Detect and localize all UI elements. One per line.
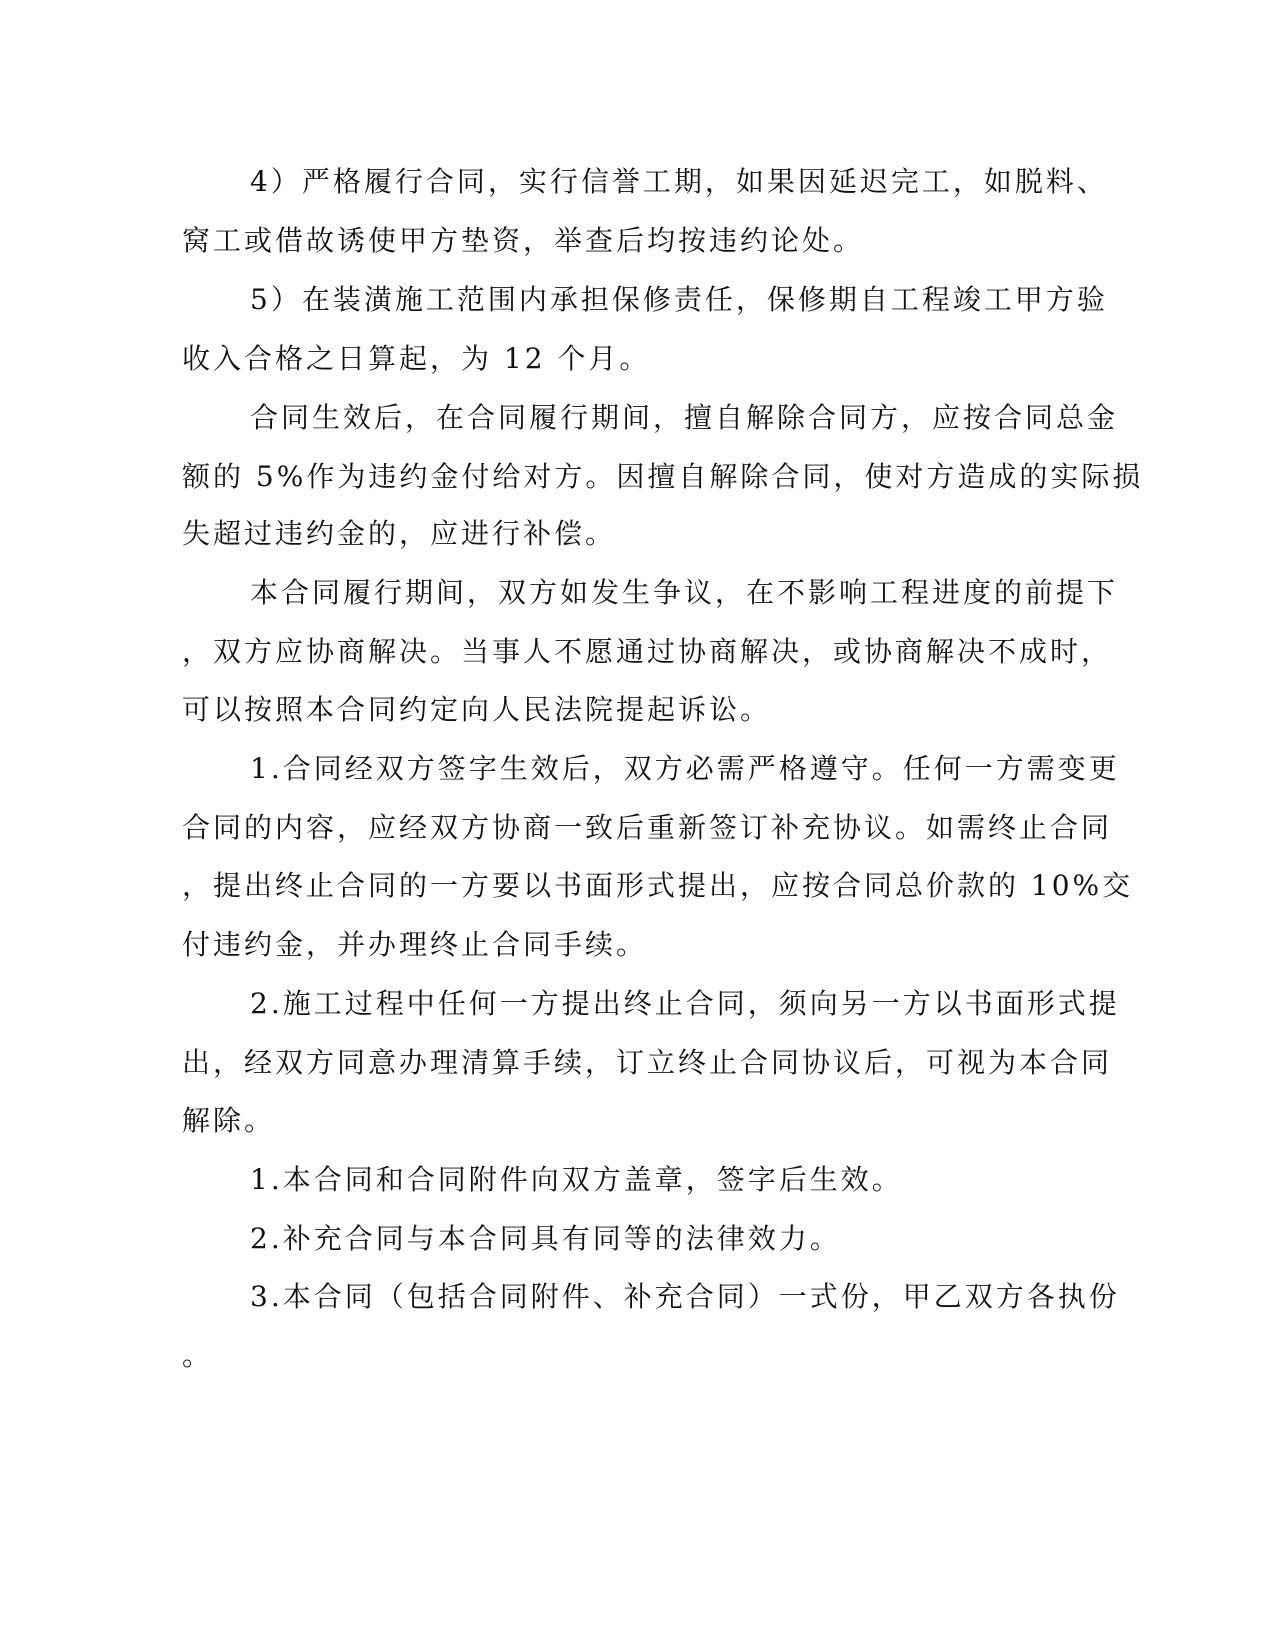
text-line: ，双方应协商解决。当事人不愿通过协商解决，或协商解决不成时，	[182, 635, 1113, 668]
text-line: 。	[182, 1339, 214, 1372]
text-line: 5）在装潢施工范围内承担保修责任，保修期自工程竣工甲方验	[250, 283, 1108, 316]
text-line: 解除。	[182, 1104, 276, 1137]
text-line: 窝工或借故诱使甲方垫资，举查后均按违约论处。	[182, 224, 865, 257]
text-line: 合同生效后，在合同履行期间，擅自解除合同方，应按合同总金	[250, 401, 1119, 434]
text-line: 4）严格履行合同，实行信誉工期，如果因延迟完工，如脱料、	[250, 165, 1108, 198]
text-line: 2.施工过程中任何一方提出终止合同，须向另一方以书面形式提	[250, 987, 1120, 1020]
text-line: 1.本合同和合同附件向双方盖章，签字后生效。	[250, 1163, 903, 1196]
text-line: 额的 5%作为违约金付给对方。因擅自解除合同，使对方造成的实际损	[182, 460, 1144, 493]
text-line: 失超过违约金的，应进行补偿。	[182, 517, 617, 550]
text-line: 1.合同经双方签字生效后，双方必需严格遵守。任何一方需变更	[250, 752, 1120, 785]
text-line: 3.本合同（包括合同附件、补充合同）一式份，甲乙双方各执份	[250, 1280, 1120, 1313]
text-line: 出，经双方同意办理清算手续，订立终止合同协议后，可视为本合同	[182, 1046, 1113, 1079]
text-line: 付违约金，并办理终止合同手续。	[182, 928, 648, 961]
text-line: 本合同履行期间，双方如发生争议，在不影响工程进度的前提下	[250, 576, 1119, 609]
text-line: 可以按照本合同约定向人民法院提起诉讼。	[182, 693, 772, 726]
text-line: 收入合格之日算起，为 12 个月。	[182, 342, 651, 375]
text-line: 2.补充合同与本合同具有同等的法律效力。	[250, 1222, 841, 1255]
text-line: 合同的内容，应经双方协商一致后重新签订补充协议。如需终止合同	[182, 811, 1113, 844]
text-line: ，提出终止合同的一方要以书面形式提出，应按合同总价款的 10%交	[182, 869, 1134, 902]
